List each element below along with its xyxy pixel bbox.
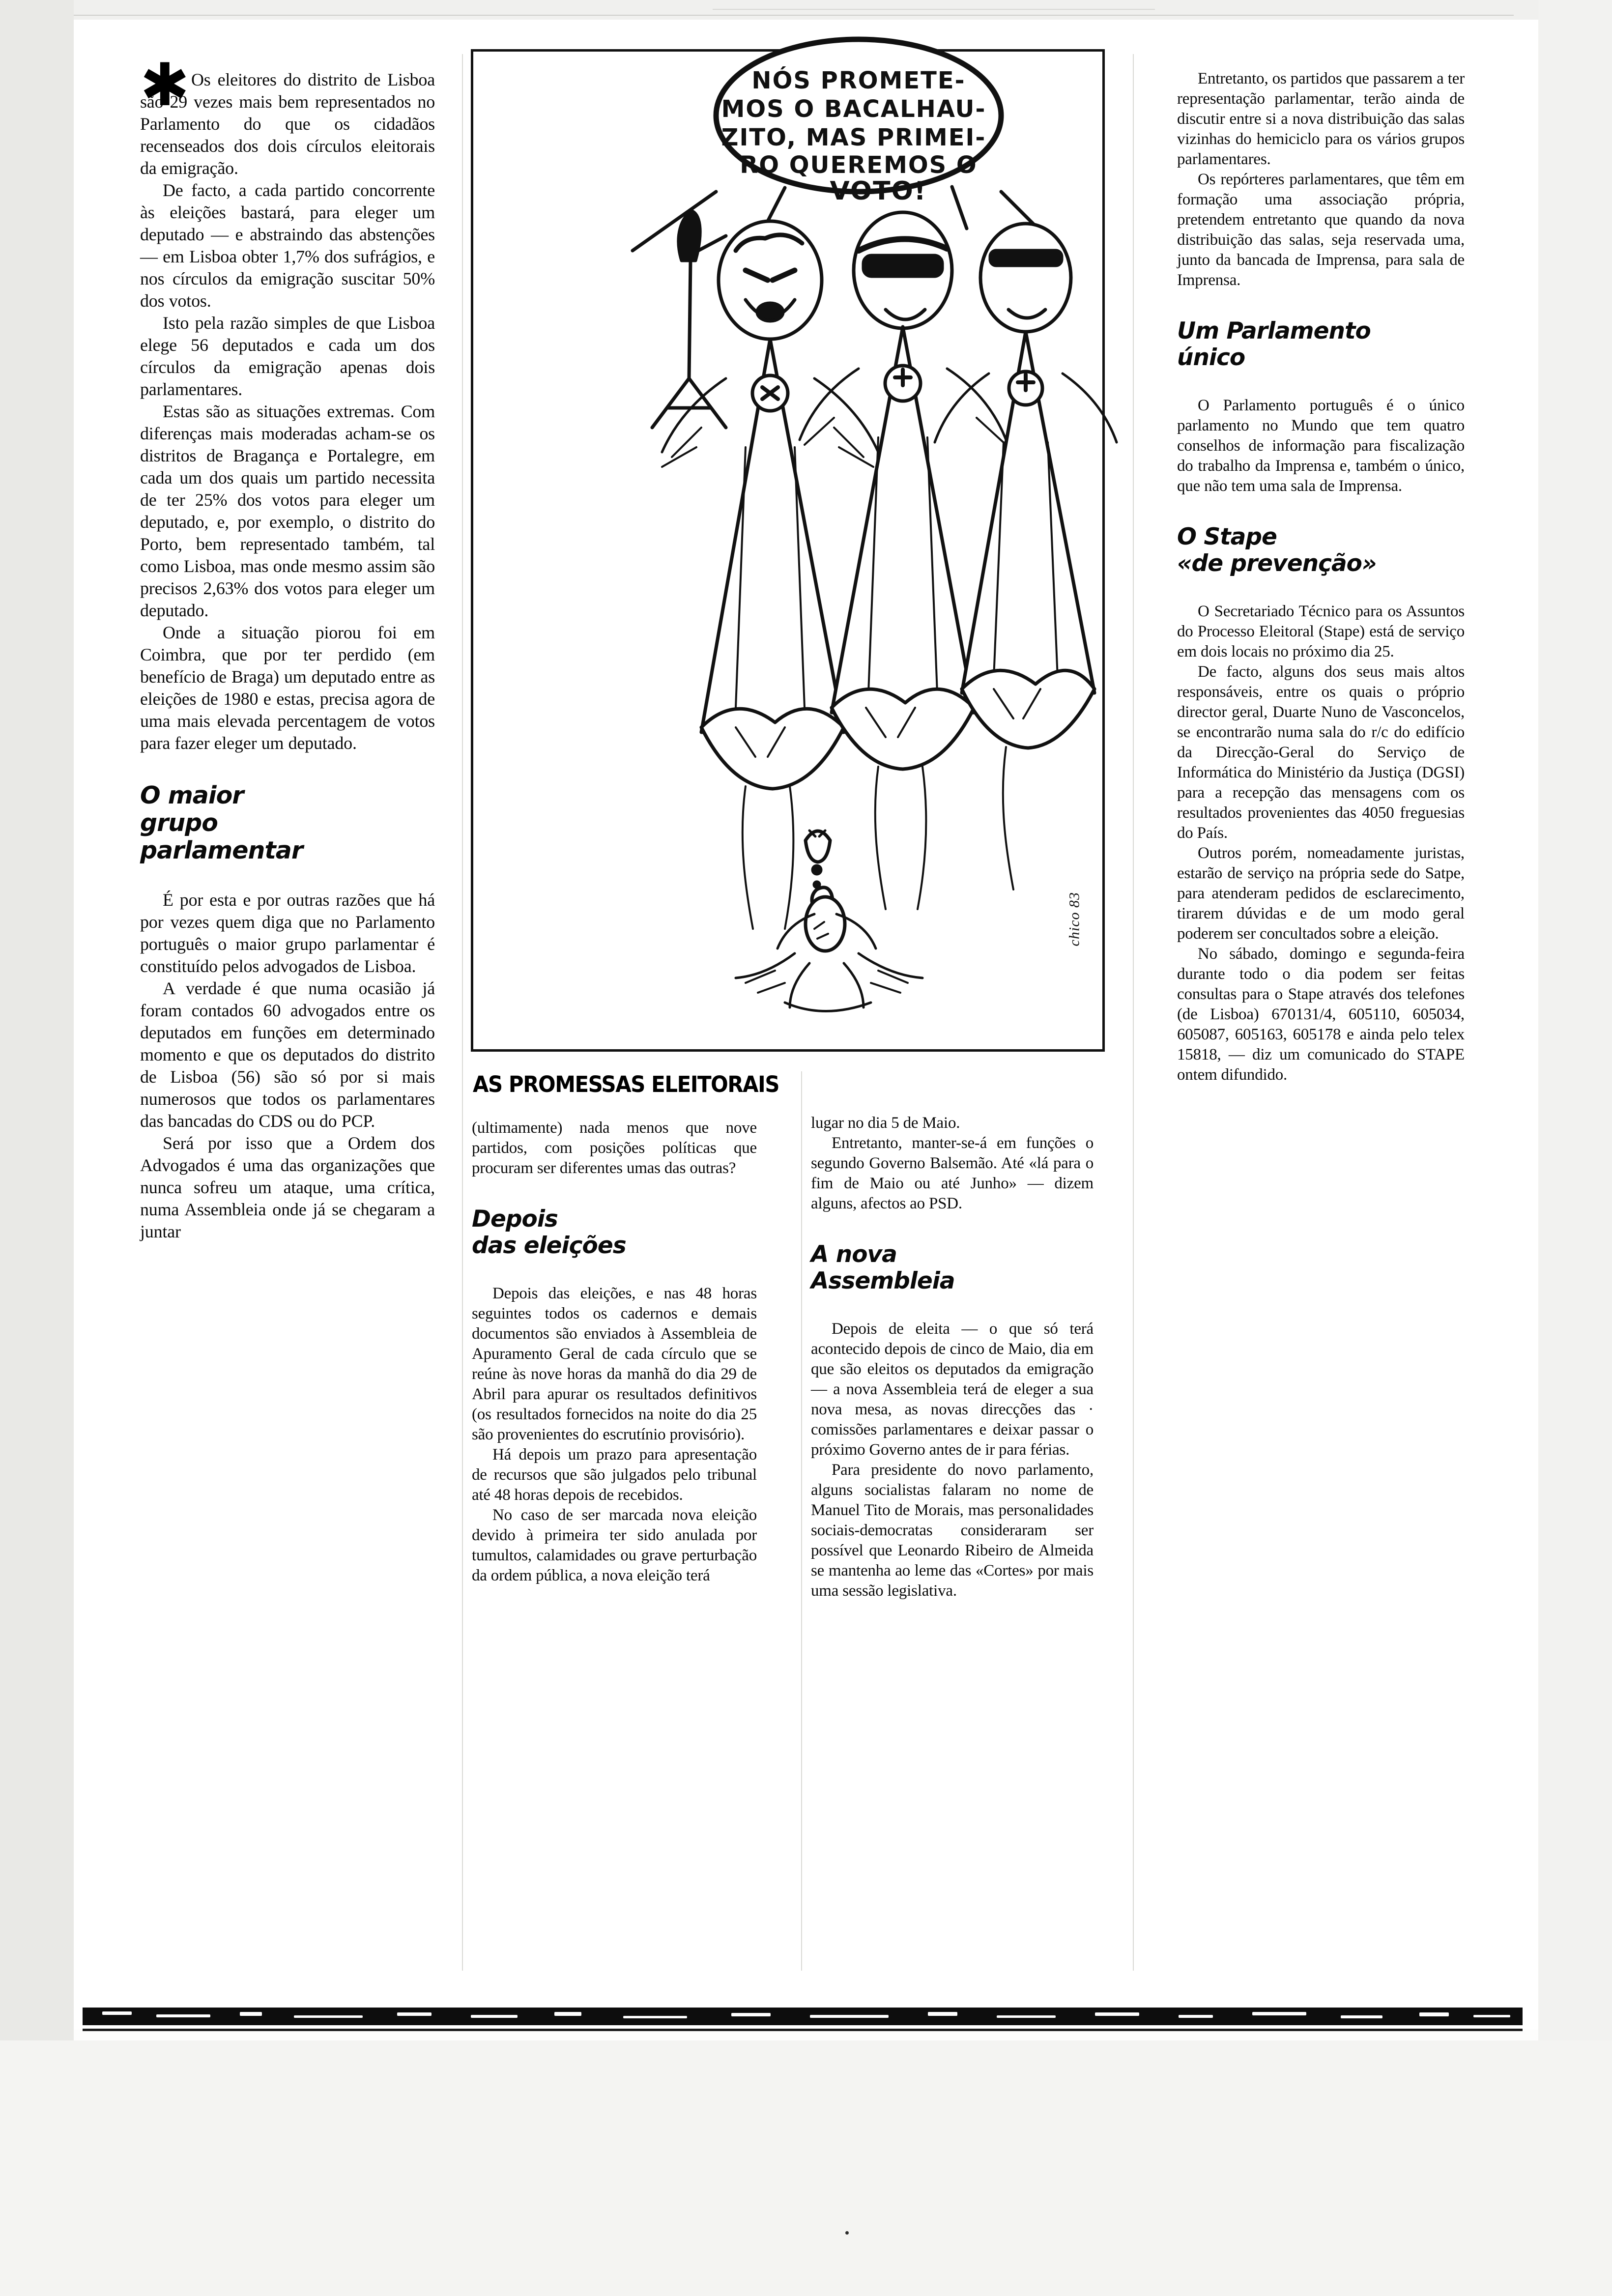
column-rule-2 [801,1071,802,1971]
section-heading-o-stape-de-prevencao: O Stape «de prevenção» [1177,523,1377,577]
page-bottom-rule-secondary [83,2029,1523,2031]
paragraph: A verdade é que numa ocasião já foram contados 60 advogados entre os deputados em funções em determinado momento e que os deputados do distrito de Lisboa (56) são só por si mais numerosos que todos os parlamentares das bancadas do CDS ou do PCP. [140,978,435,1131]
paragraph: Entretanto, os partidos que passarem a ter representação parlamentar, terão ainda de discutir entre si a nova distribuição das salas vizinhas do hemiciclo para os vários grupos parlamentares. [1177,70,1465,168]
section-heading-depois-das-eleicoes: Depois das eleições [472,1205,626,1259]
paragraph: Depois de eleita — o que só terá acontecido depois de cinco de Maio, dia em que são eleitos os deputados da emigração — a nova Assembleia terá de eleger a sua nova mesa, as novas direcções das · comissões parlamentares e deixar passar o próximo Governo antes de ir para férias. [811,1320,1094,1459]
paragraph: Onde a situação piorou foi em Coimbra, que por ter perdido (em benefício de Braga) um deputado entre as eleições de 1980 e estas, precisa agora de uma mais elevada percentagem de votos para fazer eleger um deputado. [140,623,435,753]
paragraph: É por esta e por outras razões que há por vezes quem diga que no Parlamento português o maior grupo parlamentar é constituído pelos advogados de Lisboa. [140,890,435,976]
paragraph: (ultimamente) nada menos que nove partidos, com posições políticas que procuram ser diferentes umas das outras? [472,1119,757,1177]
paragraph: Será por isso que a Ordem dos Advogados é uma das organizações que nunca sofreu um ataque, uma crítica, numa Assembleia onde já se chegaram a juntar [140,1133,435,1241]
scan-margin-right [1538,0,1612,2296]
paragraph: Estas são as situações extremas. Com diferenças mais moderadas acham-se os distritos de Bragança e Portalegre, em cada um dos quais um partido necessita de ter 25% dos votos para eleger um deputado, e, por exemplo, o distrito do Porto, bem representado também, tal como Lisboa, mas onde mesmo assim são precisos 2,63% dos votos para eleger um deputado. [140,402,435,620]
paragraph: O Parlamento português é o único parlamento no Mundo que tem quatro conselhos de informação para fiscalização do trabalho da Imprensa e, também o único, que não tem uma sala de Imprensa. [1177,397,1465,495]
scan-margin-left [0,0,74,2296]
column-3 [811,1113,1094,1601]
asterisk-icon: ✱ [140,51,190,119]
paragraph: Para presidente do novo parlamento, alguns socialistas falaram no nome de Manuel Tito de Morais, mas personalidades sociais-democratas consideraram ser possível que Leonardo Ribeiro de Almeida se mantenha ao leme das «Cortes» por mais uma sessão legislativa. [811,1461,1094,1600]
lead-paragraph-block [140,51,435,179]
section-heading-um-parlamento-unico: Um Parlamento único [1177,317,1371,371]
paragraph: Depois das eleições, e nas 48 horas seguintes todos os cadernos e demais documentos são enviados à Assembleia de Apuramento Geral de cada círculo que se reúne às nove horas da manhã do dia 29 de Abril para apurar os resultados definitivos (os resultados fornecidos na noite do dia 25 são provenientes do escrutínio provisório). [472,1285,757,1443]
editorial-cartoon [471,49,1105,1052]
paragraph: Outros porém, nomeadamente juristas, estarão de serviço na própria sede do Satpe, para atenderam pedidos de esclarecimento, tirarem dúvidas e de um modo geral poderem ser concultados sobre a eleição. [1177,844,1465,943]
section-heading-a-nova-assembleia: A nova Assembleia [811,1241,955,1294]
paragraph: Entretanto, manter-se-á em funções o segundo Governo Balsemão. Até «lá para o fim de Maio ou até Junho» — dizem alguns, afectos ao PSD. [811,1134,1094,1212]
cartoon-caption: AS PROMESSAS ELEITORAIS [473,1071,779,1097]
column-2 [472,1118,757,1586]
page-centre-dot [845,2231,849,2235]
paragraph: Os eleitores do distrito de Lisboa são 29 vezes mais bem representados no Parlamento do que os cidadãos recenseados dos dois círculos eleitorais da emigração. [140,70,435,178]
paragraph: Isto pela razão simples de que Lisboa elege 56 deputados e cada um dos círculos da emigração apenas dois parlamentares. [140,313,435,399]
scan-margin-bottom [0,2040,1612,2296]
paragraph: No caso de ser marcada nova eleição devido à primeira ter sido anulada por tumultos, calamidades ou grave perturbação da ordem pública, a nova eleição terá [472,1506,757,1584]
section-heading-o-maior-grupo-parlamentar: O maior grupo parlamentar [140,781,303,864]
paragraph: lugar no dia 5 de Maio. [811,1114,960,1132]
speech-bubble-line-5: VOTO! [830,176,927,206]
paragraph: Há depois um prazo para apresentação de recursos que são julgados pelo tribunal até 48 horas depois de recebidos. [472,1446,757,1504]
paragraph: O Secretariado Técnico para os Assuntos do Processo Eleitoral (Stape) está de serviço em dois locais no próximo dia 25. [1177,603,1465,660]
cartoonist-signature: chico 83 [1066,892,1082,947]
speech-bubble-line-2: MOS O BACALHAU- [721,95,986,123]
paragraph: De facto, a cada partido concorrente às eleições bastará, para eleger um deputado — e abstraindo das abstenções — em Lisboa obter 1,7% dos sufrágios, e nos círculos da emigração suscitar 50% dos votos. [140,180,435,311]
paragraph: De facto, alguns dos seus mais altos responsáveis, entre os quais o próprio director geral, Duarte Nuno de Vasconcelos, se encontrarão numa sala do r/c do edifício da Direcção-Geral do Serviço de Informática do Ministério da Justiça (DGSI) para a recepção das mensagens com os resultados provenientes das 4050 freguesias do País. [1177,663,1465,842]
column-4 [1177,69,1465,1085]
page-bottom-rule [83,2008,1523,2025]
speech-bubble-line-1: NÓS PROMETE- [751,67,966,94]
speech-bubble-line-3: ZITO, MAS PRIMEI- [721,124,986,151]
column-rule-1 [462,54,463,1971]
column-1 [140,51,435,1243]
paragraph: Os repórteres parlamentares, que têm em formação uma associação própria, pretendem entretanto que quando da nova distribuição das salas, seja reservada uma, junto da bancada de Imprensa, para sala de Imprensa. [1177,171,1465,289]
cartoon-drawing [470,5,1168,1111]
speech-bubble-line-4: RO QUEREMOS O [740,151,978,179]
paragraph: No sábado, domingo e segunda-feira durante todo o dia podem ser feitas consultas para o Stape através dos telefones (de Lisboa) 670131/4, 605110, 605034, 605087, 605163, 605178 e ainda pelo telex 15818, — diz um comunicado do STAPE ontem difundido. [1177,945,1465,1084]
